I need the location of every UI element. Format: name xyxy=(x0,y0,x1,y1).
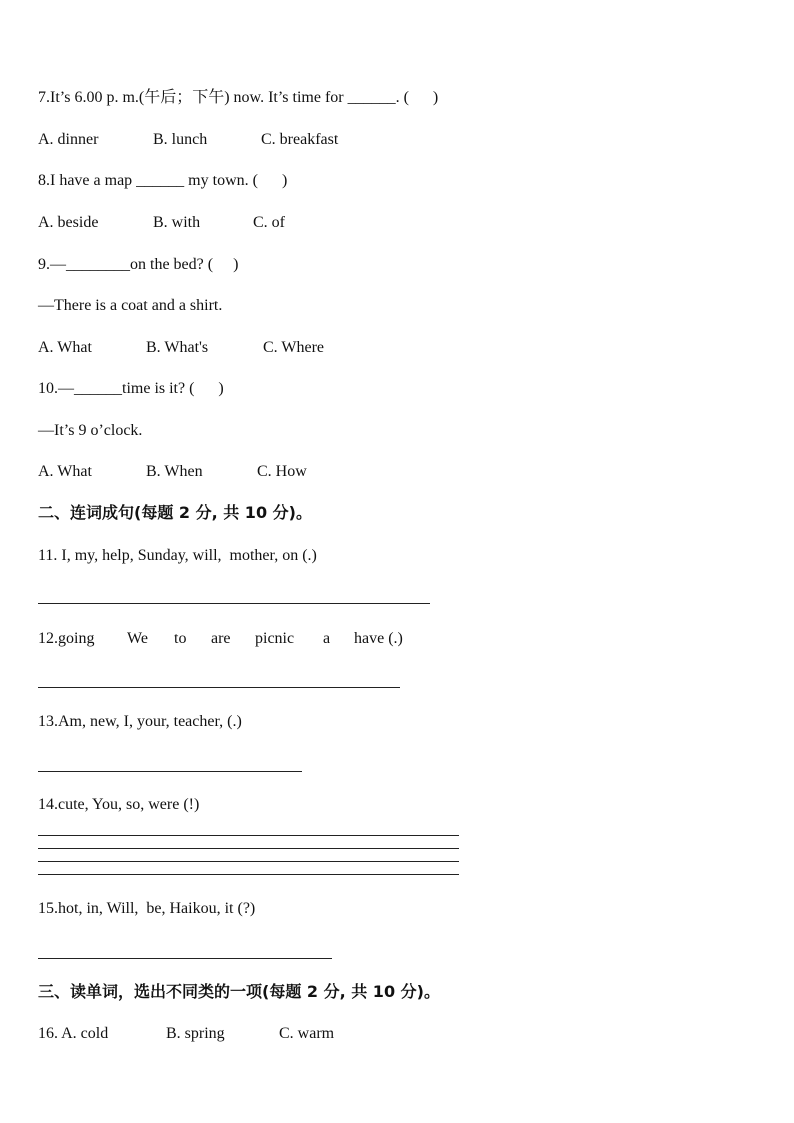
question-15-answer-line[interactable] xyxy=(38,958,332,959)
question-9-option-c: C. Where xyxy=(263,339,325,356)
question-9-option-b: B. What's xyxy=(146,339,209,356)
question-10-stem: 10.—______time is it? ( ) xyxy=(38,380,224,397)
question-12-word-have: have (.) xyxy=(354,630,403,647)
section-2-title: 二、连词成句(每题 2 分, 共 10 分)。 xyxy=(38,503,312,522)
question-14-answer-line-3[interactable] xyxy=(38,861,459,862)
question-11-prompt: 11. I, my, help, Sunday, will, mother, on (.) xyxy=(38,547,317,564)
question-13-answer-line[interactable] xyxy=(38,771,302,772)
question-8-stem: 8.I have a map ______ my town. ( ) xyxy=(38,172,288,189)
question-12-word-picnic: picnic xyxy=(255,630,295,647)
question-7-option-a: A. dinner xyxy=(38,131,99,148)
question-10-option-c: C. How xyxy=(257,463,307,480)
question-14-prompt: 14.cute, You, so, were (!) xyxy=(38,796,200,813)
question-9-stem: 9.—________on the bed? ( ) xyxy=(38,256,239,273)
question-12-word-are: are xyxy=(211,630,231,647)
question-11-answer-line[interactable] xyxy=(38,603,430,604)
question-8-option-c: C. of xyxy=(253,214,285,231)
section-3-title: 三、读单词，选出不同类的一项(每题 2 分, 共 10 分)。 xyxy=(38,982,440,1001)
question-16-option-a: 16. A. cold xyxy=(38,1025,109,1042)
question-15-prompt: 15.hot, in, Will, be, Haikou, it (?) xyxy=(38,900,256,917)
question-7-option-c: C. breakfast xyxy=(261,131,339,148)
question-16-option-b: B. spring xyxy=(166,1025,225,1042)
question-14-answer-line-1[interactable] xyxy=(38,835,459,836)
question-10-reply: —It’s 9 o’clock. xyxy=(38,422,143,439)
question-7-stem: 7.It’s 6.00 p. m.(午后；下午) now. It’s time for ______. ( ) xyxy=(38,89,439,106)
question-9-reply: —There is a coat and a shirt. xyxy=(38,297,223,314)
question-13-prompt: 13.Am, new, I, your, teacher, (.) xyxy=(38,713,242,730)
question-14-answer-line-2[interactable] xyxy=(38,848,459,849)
question-10-option-a: A. What xyxy=(38,463,92,480)
question-8-option-b: B. with xyxy=(153,214,201,231)
question-12-answer-line[interactable] xyxy=(38,687,400,688)
question-12-word-we: We xyxy=(127,630,148,647)
question-10-option-b: B. When xyxy=(146,463,203,480)
question-16-option-c: C. warm xyxy=(279,1025,335,1042)
question-8-option-a: A. beside xyxy=(38,214,99,231)
question-12-word-a: a xyxy=(323,630,331,647)
question-14-answer-line-4[interactable] xyxy=(38,874,459,875)
question-7-option-b: B. lunch xyxy=(153,131,208,148)
question-9-option-a: A. What xyxy=(38,339,92,356)
question-12-number-word: 12.going xyxy=(38,630,95,647)
question-12-word-to: to xyxy=(174,630,187,647)
